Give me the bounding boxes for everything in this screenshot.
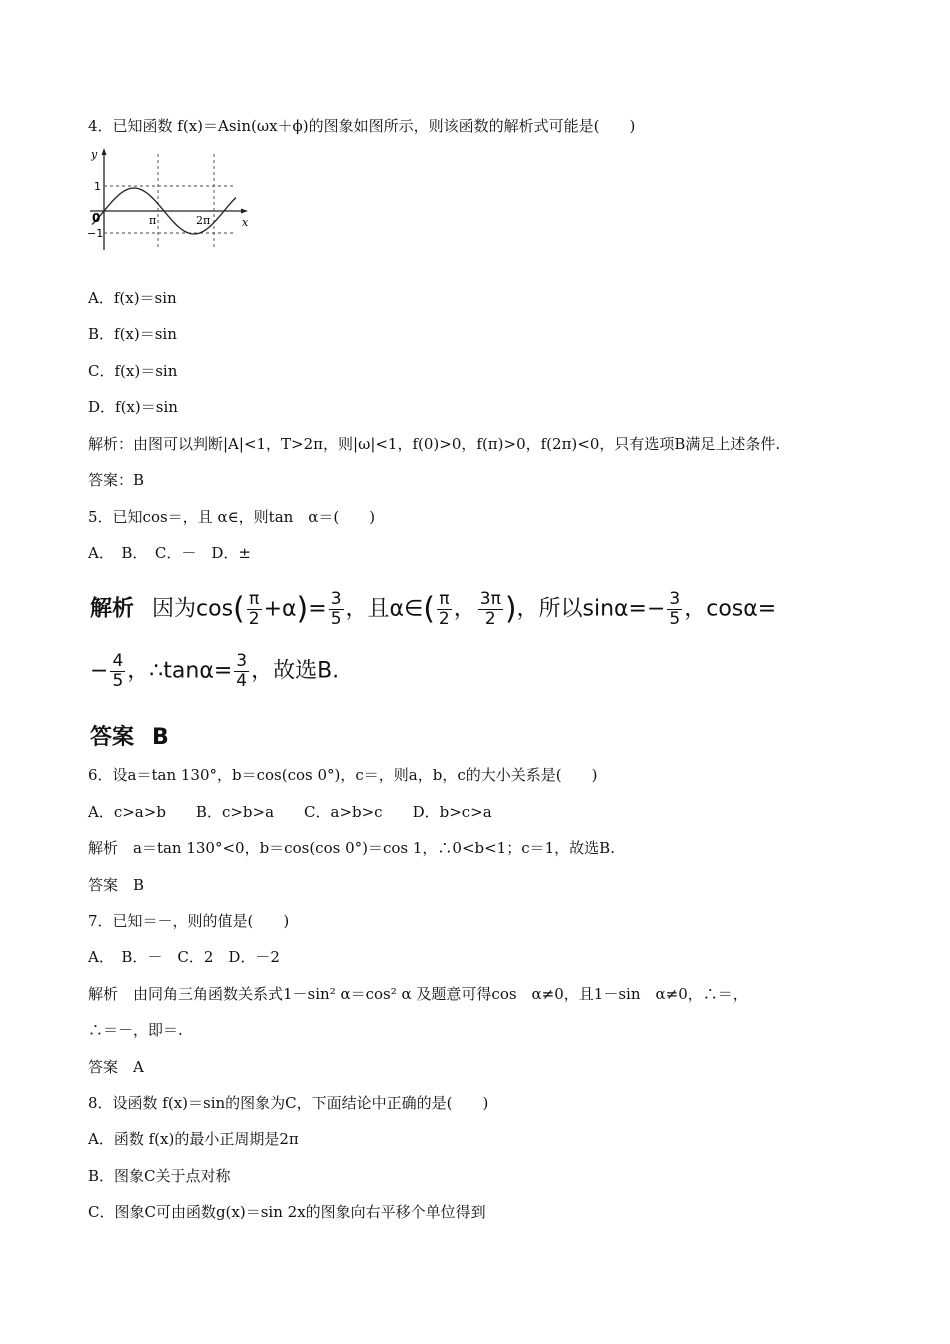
q8-option-a[interactable]: A．函数 f(x)的最小正周期是2π <box>88 1130 299 1148</box>
q8-option-c[interactable]: C．图象C可由函数g(x)＝sin 2x的图象向右平移个单位得到 <box>88 1203 486 1221</box>
q4-option-a[interactable]: A．f(x)＝sin <box>88 289 177 307</box>
q5-analysis-text-5: ，∴tanα= <box>127 658 233 684</box>
question-8-stem: 8．设函数 f(x)＝sin的图象为C，下面结论中正确的是( ) <box>88 1094 489 1112</box>
fraction-3-over-4: $\frac{3}{4}$ <box>236 651 248 691</box>
q7-analysis-line-2: ∴＝－，即＝. <box>88 1021 183 1039</box>
q4-option-d[interactable]: D．f(x)＝sin <box>88 398 178 416</box>
x-axis-label: x <box>242 216 249 229</box>
q6-answer: 答案 B <box>88 876 145 894</box>
origin-label: 0 <box>92 211 101 225</box>
q4-option-c[interactable]: C．f(x)＝sin <box>88 362 178 380</box>
q5-analysis-text-1: 因为cos <box>152 596 234 622</box>
q4-answer: 答案：B <box>88 471 145 489</box>
q5-answer-value: B <box>152 725 169 750</box>
equals-sign: = <box>308 596 327 622</box>
q5-answer <box>90 724 169 752</box>
q5-analysis-line-1: 解析 因为cos( $\frac{\pi}{2}$ +α)= $\frac{3}{5}$ ，且α∈( $\frac{\pi}{2}$ ， $\frac{3\pi}{2}$ )，所以sinα=− $\frac{3}{5}$ ，cosα= <box>90 589 777 629</box>
q5-analysis-text-6: ，故选B. <box>251 658 340 684</box>
fraction-4-over-5: $\frac{4}{5}$ <box>112 651 124 691</box>
question-7-stem: 7．已知＝－，则的值是( ) <box>88 912 290 930</box>
q4-analysis: 解析：由图可以判断|A|<1，T>2π，则|ω|<1，f(0)>0，f(π)>0，f(2π)<0，只有选项B满足上述条件. <box>88 435 781 453</box>
fraction-3pi-over-2: $\frac{3\pi}{2}$ <box>479 589 501 629</box>
tick-label-1: 1 <box>94 180 101 193</box>
tick-label-pi: π <box>149 214 157 227</box>
fraction-pi-over-2-b: $\frac{\pi}{2}$ <box>438 589 450 629</box>
plus-alpha: +α <box>263 596 297 622</box>
q4-option-b[interactable]: B．f(x)＝sin <box>88 325 177 343</box>
q5-analysis-label: 解析 <box>90 596 135 622</box>
y-axis-label: y <box>91 148 98 161</box>
tick-label-2pi: 2π <box>196 214 211 227</box>
interval-open: ( <box>423 591 435 627</box>
x-axis-arrow <box>241 209 248 214</box>
q5-analysis-text-4: ，cosα= <box>684 596 777 622</box>
q5-analysis-text-3: ，所以sinα=− <box>516 596 666 622</box>
paren-close: ) <box>296 591 309 627</box>
question-5-stem: 5．已知cos＝，且 α∈，则tan α＝( ) <box>88 508 376 526</box>
graph-dashed-guides <box>104 154 236 250</box>
sine-graph-figure <box>86 146 256 258</box>
y-axis-arrow <box>102 148 107 155</box>
q7-answer: 答案 A <box>88 1058 144 1076</box>
fraction-pi-over-2: $\frac{\pi}{2}$ <box>248 589 260 629</box>
tick-label-neg1: −1 <box>87 227 104 240</box>
q6-analysis: 解析 a＝tan 130°<0，b＝cos(cos 0°)＝cos 1，∴0<b<1；c＝1，故选B. <box>88 839 615 857</box>
paren-open: ( <box>233 591 245 627</box>
q5-options[interactable]: A． B． C．－ D．± <box>88 544 251 562</box>
fraction-3-over-5-b: $\frac{3}{5}$ <box>669 589 681 629</box>
q8-option-b[interactable]: B．图象C关于点对称 <box>88 1167 231 1185</box>
q5-analysis-line-2 <box>90 652 339 691</box>
question-4-stem: 4．已知函数 f(x)＝Asin(ωx＋ϕ)的图象如图所示，则该函数的解析式可能是( ) <box>88 117 636 135</box>
q7-options[interactable]: A． B．－ C．2 D．－2 <box>88 948 280 966</box>
q6-options[interactable]: A．c>a>b B．c>b>a C．a>b>c D．b>c>a <box>88 803 492 821</box>
q5-analysis-text-2: ，且α∈ <box>345 596 424 622</box>
question-6-stem: 6．设a＝tan 130°，b＝cos(cos 0°)，c＝，则a，b，c的大小关系是( ) <box>88 766 598 784</box>
minus-sign: − <box>90 658 109 684</box>
interval-close: ) <box>504 591 517 627</box>
fraction-3-over-5: $\frac{3}{5}$ <box>330 589 342 629</box>
q7-analysis-line-1: 解析 由同角三角函数关系式1－sin² α＝cos² α 及题意可得cos α≠0，且1－sin α≠0，∴＝， <box>88 985 748 1003</box>
q5-answer-label: 答案 <box>90 725 135 750</box>
